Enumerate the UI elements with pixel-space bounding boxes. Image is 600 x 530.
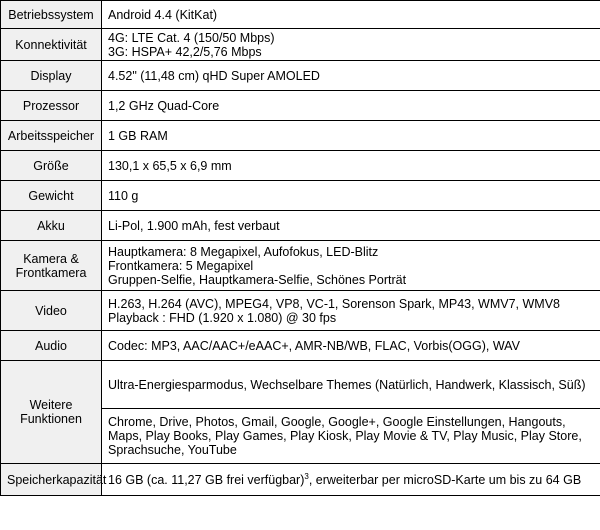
label-line: Konnektivität (15, 37, 87, 52)
table-row-weitere-funktionen-1 (1, 361, 600, 409)
table-row-akku (1, 211, 600, 241)
label-line: Weitere (29, 398, 73, 412)
value-line: Hauptkamera: 8 Megapixel, Aufofokus, LED-Blitz (108, 244, 379, 259)
value-line: Codec: MP3, AAC/AAC+/eAAC+, AMR-NB/WB, FLAC, Vorbis(OGG), WAV (108, 338, 520, 353)
table-row-groesse (1, 151, 600, 181)
label-line: Video (35, 303, 67, 318)
value-text: Ultra-Energiesparmodus, Wechselbare Themes (Natürlich, Handwerk, Klassisch, Süß) (108, 377, 586, 392)
row-value-weitere-funktionen-1 (102, 361, 600, 409)
row-label-betriebssystem (1, 1, 102, 29)
label-line: Gewicht (28, 188, 74, 203)
table-row-display (1, 61, 600, 91)
row-label-gewicht (1, 181, 102, 211)
table-row-gewicht (1, 181, 600, 211)
row-value-akku (102, 211, 600, 241)
label-line: Funktionen (20, 412, 82, 426)
row-label-konnektivitaet (1, 29, 102, 61)
row-label-akku (1, 211, 102, 241)
row-value-audio (102, 331, 600, 361)
table-row-arbeitsspeicher (1, 121, 600, 151)
label-line: Audio (35, 338, 67, 353)
table-row-prozessor (1, 91, 600, 121)
row-value-display (102, 61, 600, 91)
spec-table-body (1, 1, 600, 496)
row-value-video (102, 291, 600, 331)
value-line: Gruppen-Selfie, Hauptkamera-Selfie, Schönes Porträt (108, 272, 407, 287)
row-value-prozessor (102, 91, 600, 121)
table-row-audio (1, 331, 600, 361)
table-row-video (1, 291, 600, 331)
table-row-konnektivitaet (1, 29, 600, 61)
value-text: 16 GB (ca. 11,27 GB frei verfügbar) (108, 472, 305, 487)
label-line: Display (30, 68, 72, 83)
row-value-gewicht (102, 181, 600, 211)
value-line: 130,1 x 65,5 x 6,9 mm (108, 158, 232, 173)
table-row-betriebssystem (1, 1, 600, 29)
value-line: Frontkamera: 5 Megapixel (108, 258, 254, 273)
row-value-weitere-funktionen-2 (102, 409, 600, 464)
row-value-konnektivitaet (102, 29, 600, 61)
value-line: 4.52" (11,48 cm) qHD Super AMOLED (108, 68, 320, 83)
value-line: 3G: HSPA+ 42,2/5,76 Mbps (108, 44, 262, 59)
value-line: 1 GB RAM (108, 128, 168, 143)
value-line: 1,2 GHz Quad-Core (108, 98, 220, 113)
value-line: Android 4.4 (KitKat) (108, 7, 218, 22)
row-value-speicherkapazitaet (102, 464, 600, 496)
row-label-speicherkapazitaet: Speicherkapazität (1, 464, 102, 496)
row-value-betriebssystem (102, 1, 600, 29)
value-text: , erweiterbar per microSD-Karte um bis zu 64 GB (308, 472, 582, 487)
value-line: H.263, H.264 (AVC), MPEG4, VP8, VC-1, Sorenson Spark, MP43, WMV7, WMV8 (108, 296, 561, 311)
value-line: 110 g (108, 188, 139, 203)
table-row-speicherkapazitaet (1, 464, 600, 496)
row-label-display (1, 61, 102, 91)
row-value-groesse (102, 151, 600, 181)
row-label-kamera-frontkamera (1, 241, 102, 291)
row-label-audio (1, 331, 102, 361)
table-row-kamera-frontkamera (1, 241, 600, 291)
label-line: Arbeitsspeicher (7, 128, 95, 143)
label-line: Größe (33, 158, 69, 173)
label-line: Akku (37, 218, 65, 233)
label-line: Kamera & (23, 251, 79, 266)
label-line: Frontkamera (15, 265, 87, 280)
row-label-video (1, 291, 102, 331)
value-text: Chrome, Drive, Photos, Gmail, Google, Google+, Google Einstellungen, Hangouts, Maps, Play Books, Play Games, Play Kiosk, Play Movie & TV, Play Music, Play Store, Sprachsuche, YouTube (108, 415, 582, 457)
value-line: 4G: LTE Cat. 4 (150/50 Mbps) (108, 30, 275, 45)
value-line: Playback : FHD (1.920 x 1.080) @ 30 fps (108, 310, 337, 325)
row-label-arbeitsspeicher (1, 121, 102, 151)
row-label-groesse (1, 151, 102, 181)
row-value-arbeitsspeicher (102, 121, 600, 151)
value-line: Li-Pol, 1.900 mAh, fest verbaut (108, 218, 280, 233)
label-line: Prozessor (22, 98, 80, 113)
row-label-weitere-funktionen (1, 361, 102, 464)
footnote-marker: 3 (304, 471, 309, 481)
label-line: Betriebssystem (8, 7, 94, 22)
row-value-kamera-frontkamera (102, 241, 600, 291)
row-label-prozessor (1, 91, 102, 121)
